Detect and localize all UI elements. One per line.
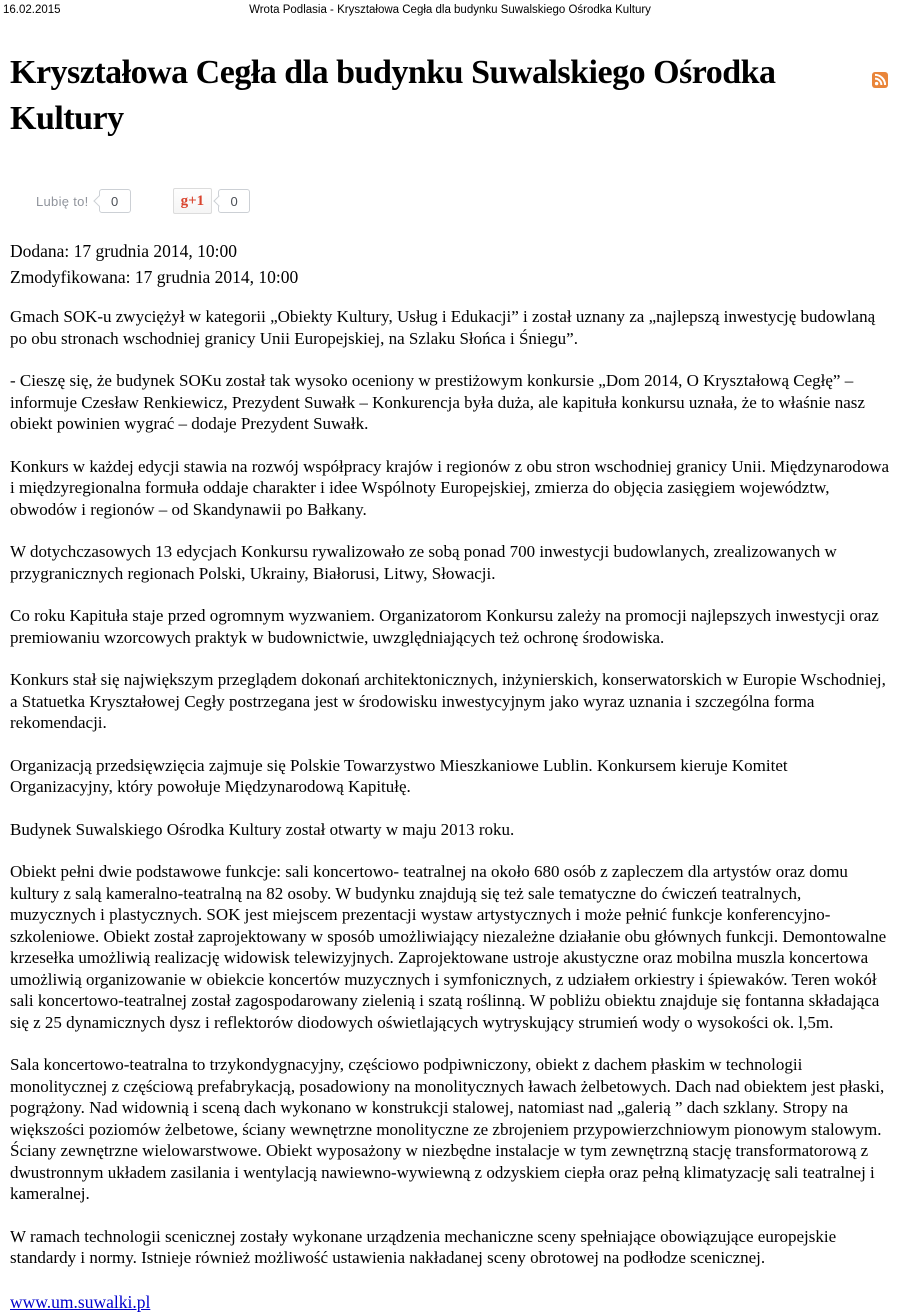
date-modified: Zmodyfikowana: 17 grudnia 2014, 10:00 <box>10 267 299 287</box>
article-paragraph: Budynek Suwalskiego Ośrodka Kultury został otwarty w maju 2013 roku. <box>10 819 515 839</box>
print-date: 16.02.2015 <box>3 4 61 16</box>
source-link[interactable]: www.um.suwalki.pl <box>10 1291 151 1312</box>
article-paragraph: Obiekt pełni dwie podstawowe funkcje: sali koncertowo- teatralnej na około 680 osób z zapleczem dla artystów oraz domu kultury z salą kameralno-teatralną na 82 osoby. W budynku znajdują się też sale tematyczne do ćwiczeń teatralnych, muzycznych i plastycznych. SOK jest miejscem prezentacji wystaw artystycznych i może pełnić funkcje konferencyjno-szkoleniowe. Obiekt został zaprojektowany w sposób umożliwiający niezależne działanie obu głównych funkcji. Demontowalne krzesełka umożliwią realizację widowisk telewizyjnych. Zaprojektowane ustroje akustyczne oraz mobilna muszla koncertowa umożliwią organizowanie w obiekcie koncertów muzycznych i symfonicznych, z udziałem orkiestry i śpiewaków. Teren wokół sali koncertowo-teatralnej został zagospodarowany zielenią i szatą roślinną. W pobliżu obiektu znajduje się fontanna składająca się z 25 dynamicznych dysz i reflektorów diodowych oświetlających wytryskujący strumień wody o wysokości ok. l,5m. <box>10 862 887 1032</box>
date-added: Dodana: 17 grudnia 2014, 10:00 <box>10 241 237 261</box>
article-paragraph: Co roku Kapituła staje przed ogromnym wyzwaniem. Organizatorom Konkursu zależy na promocji najlepszych inwestycji oraz premiowaniu wzorcowych praktyk w budownictwie, uwzględniających też ochronę środowiska. <box>10 606 879 647</box>
article-paragraph: Konkurs w każdej edycji stawia na rozwój współpracy krajów i regionów z obu stron wschodniej granicy Unii. Międzynarodowa i międzyregionalna formuła oddaje charakter i idee Wspólnoty Europejskiej, zmierza do objęcia zasięgiem województw, obwodów i regionów – od Skandynawii po Bałkany. <box>10 456 890 519</box>
article-meta <box>10 238 890 290</box>
print-header <box>0 0 900 26</box>
article-paragraph: Gmach SOK-u zwyciężył w kategorii „Obiekty Kultury, Usług i Edukacji” i został uznany za „najlepszą inwestycję budowlaną po obu stronach wschodniej granicy Unii Europejskiej, na Szlaku Słońca i Śniegu”. <box>10 307 876 348</box>
print-doc-title: Wrota Podlasia - Kryształowa Cegła dla budynku Suwalskiego Ośrodka Kultury <box>249 4 651 16</box>
article-paragraph: W dotychczasowych 13 edycjach Konkursu rywalizowało ze sobą ponad 700 inwestycji budowlanych, zrealizowanych w przygranicznych regionach Polski, Ukrainy, Białorusi, Litwy, Słowacji. <box>10 542 837 583</box>
article-paragraph: W ramach technologii scenicznej zostały wykonane urządzenia mechaniczne sceny spełniające obowiązujące europejskie standardy i normy. Istnieje również możliwość ustawienia nakładanej sceny obrotowej na podłodze scenicznej. <box>10 1226 837 1267</box>
plus-one-count-bubble: 0 <box>218 189 250 213</box>
like-button[interactable]: Lubię to! <box>36 193 89 209</box>
rss-icon <box>872 75 888 92</box>
article <box>0 50 900 1313</box>
article-body <box>10 306 890 1269</box>
social-row <box>36 188 890 214</box>
article-paragraph: Konkurs stał się największym przeglądem dokonań architektonicznych, inżynierskich, konserwatorskich w Europie Wschodniej, a Statuetka Kryształowej Cegły postrzegana jest w środowisku inwestycyjnym jako wyraz uznania i szczególna forma rekomendacji. <box>10 670 886 732</box>
google-plus-widget <box>173 188 251 214</box>
article-paragraph: Organizacją przedsięwzięcia zajmuje się Polskie Towarzystwo Mieszkaniowe Lublin. Konkursem kieruje Komitet Organizacyjny, który powołuje Międzynarodową Kapitułę. <box>10 755 788 796</box>
like-count-bubble: 0 <box>99 189 131 213</box>
page-title: Kryształowa Cegła dla budynku Suwalskiego Ośrodka Kultury <box>10 54 776 137</box>
article-paragraph: - Cieszę się, że budynek SOKu został tak wysoko oceniony w prestiżowym konkursie „Dom 2014, O Kryształową Cegłę” – informuje Czesław Renkiewicz, Prezydent Suwałk – Konkurencja była duża, ale kapituła konkursu uznała, że to właśnie nasz obiekt powinien wygrać – dodaje Prezydent Suwałk. <box>10 371 865 433</box>
facebook-like-widget <box>36 189 131 213</box>
plus-one-button[interactable]: g+1 <box>173 188 213 214</box>
article-paragraph: Sala koncertowo-teatralna to trzykondygnacyjny, częściowo podpiwniczony, obiekt z dachem płaskim w technologii monolitycznej z częściową prefabrykacją, posadowiony na monolitycznych ławach żelbetowych. Dach nad obiektem jest płaski, pogrążony. Nad widownią i sceną dach wykonano w konstrukcji stalowej, natomiast nad „galerią ” dach szklany. Stropy na większości poziomów żelbetowe, ściany wewnętrzne monolityczne ze zbrojeniem przypowierzchniowym pionowym stalowym. Ściany zewnętrzne wielowarstwowe. Obiekt wyposażony w niezbędne instalacje w tym zewnętrzną stację transformatorową z dwustronnym układem zasilania i wentylacją nawiewno-wywiewną z odzyskiem ciepła oraz pełną klimatyzację sali teatralnej i kameralnej. <box>10 1055 885 1203</box>
rss-button[interactable] <box>872 72 888 88</box>
